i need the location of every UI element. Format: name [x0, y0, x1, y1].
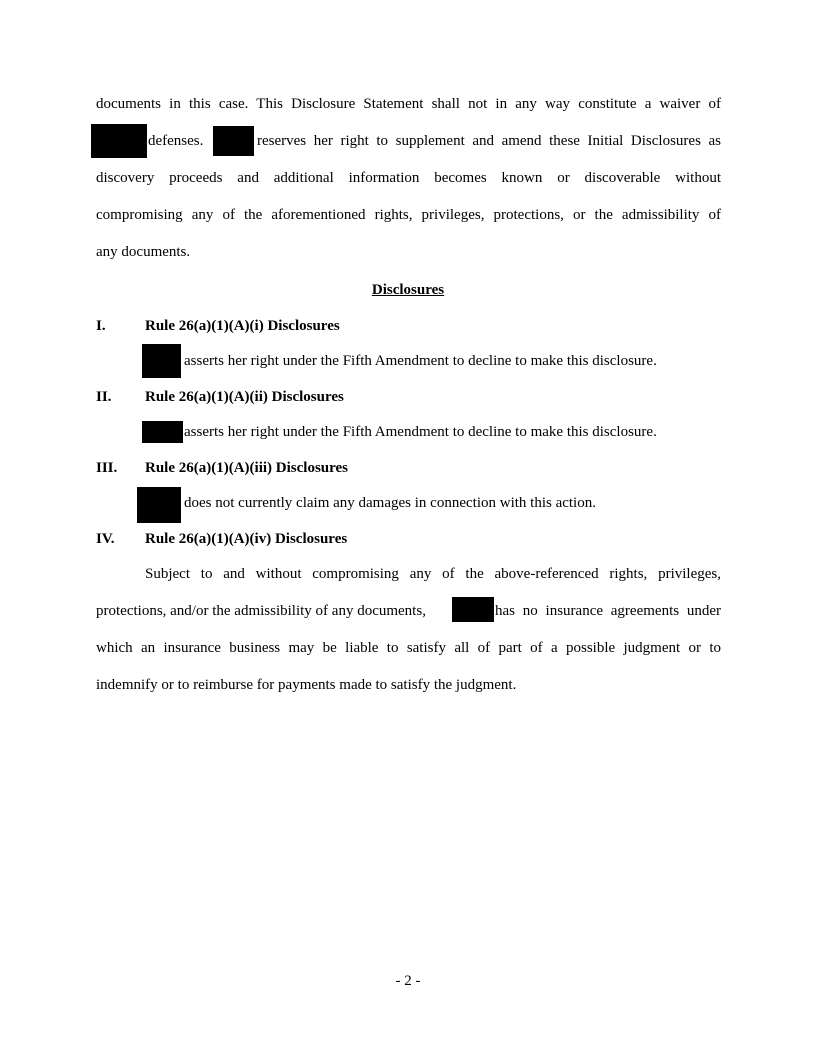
redaction-block [142, 344, 181, 378]
section-title: Rule 26(a)(1)(A)(i) Disclosures [145, 318, 340, 334]
section-text-fragment: has no insurance agreements under [495, 603, 721, 619]
redaction-block [137, 487, 181, 523]
section-text: does not currently claim any damages in connection with this action. [184, 495, 596, 511]
page-number: - 2 - [395, 973, 421, 989]
body-text-fragment: defenses. [148, 133, 204, 149]
redaction-block [452, 597, 494, 622]
section-text-line: which an insurance business may be liable to satisfy all of part of a possible judgment or to [96, 640, 721, 656]
section-title: Rule 26(a)(1)(A)(iii) Disclosures [145, 460, 349, 476]
section-heading: Disclosures [371, 282, 445, 298]
redaction-block [213, 126, 254, 156]
body-text-line: any documents. [96, 244, 191, 260]
section-number: III. [96, 460, 118, 476]
body-text-fragment: reserves her right to supplement and amend these Initial Disclosures as [257, 133, 721, 149]
section-title: Rule 26(a)(1)(A)(iv) Disclosures [145, 531, 348, 547]
body-text-line: compromising any of the aforementioned rights, privileges, protections, or the admissibility of [96, 207, 721, 223]
section-number: IV. [96, 531, 115, 547]
redaction-block [142, 421, 183, 443]
body-text-line: documents in this case. This Disclosure Statement shall not in any way constitute a waiver of [96, 96, 721, 112]
section-text-line: indemnify or to reimburse for payments made to satisfy the judgment. [96, 677, 517, 693]
section-text-fragment: protections, and/or the admissibility of any documents, [96, 603, 426, 619]
section-number: II. [96, 389, 112, 405]
section-number: I. [96, 318, 106, 334]
redaction-block [91, 124, 147, 158]
body-text-line: discovery proceeds and additional information becomes known or discoverable without [96, 170, 721, 186]
section-text: asserts her right under the Fifth Amendment to decline to make this disclosure. [184, 353, 657, 369]
section-title: Rule 26(a)(1)(A)(ii) Disclosures [145, 389, 344, 405]
section-text: asserts her right under the Fifth Amendment to decline to make this disclosure. [184, 424, 657, 440]
section-text-line: Subject to and without compromising any of the above-referenced rights, privileges, [145, 566, 721, 582]
